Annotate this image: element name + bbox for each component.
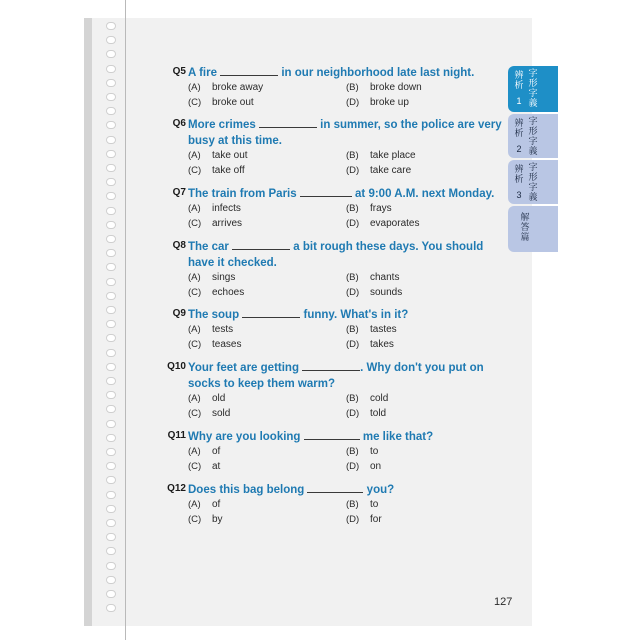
- question-number: Q12: [167, 483, 186, 494]
- option-b: (B) tastes: [346, 324, 397, 335]
- answer-blank: [302, 360, 360, 371]
- binder-hole: [106, 221, 116, 229]
- tab-label: 字形字義: [528, 162, 538, 202]
- option-b: (B) to: [346, 446, 379, 457]
- binder-hole: [106, 349, 116, 357]
- binder-hole: [106, 292, 116, 300]
- question-text: The soup funny. What's in it?: [188, 309, 409, 321]
- question-number: Q9: [172, 308, 186, 319]
- tab-section-3[interactable]: [508, 160, 558, 204]
- answer-blank: [300, 186, 352, 197]
- option-b: (B) to: [346, 499, 379, 510]
- binder-hole: [106, 533, 116, 541]
- option-b: (B) broke down: [346, 82, 422, 93]
- tab-label: 字形字義: [528, 68, 538, 108]
- option-d: (D) broke up: [346, 97, 409, 108]
- answer-blank: [242, 307, 300, 318]
- binder-hole: [106, 79, 116, 87]
- tab-number: 1: [516, 96, 522, 106]
- tab-number: 2: [516, 144, 522, 154]
- question-number: Q7: [172, 187, 186, 198]
- tab-label: 辨析: [514, 118, 524, 138]
- tab-number: 3: [516, 190, 522, 200]
- page-number: 127: [494, 596, 513, 608]
- tab-label: 字形字義: [528, 116, 538, 156]
- answer-blank: [220, 65, 278, 76]
- option-b: (B) chants: [346, 272, 400, 283]
- tab-section-1[interactable]: [508, 66, 558, 112]
- option-b: (B) cold: [346, 393, 389, 404]
- question-number: Q11: [167, 430, 186, 441]
- question-text: Your feet are getting . Why don't you put on socks to keep them warm?: [188, 362, 484, 390]
- option-c: (C) sold: [188, 408, 231, 419]
- option-c: (C) teases: [188, 339, 242, 350]
- option-a: (A) broke away: [188, 82, 264, 93]
- question-text: Does this bag belong you?: [188, 484, 395, 496]
- option-c: (C) broke out: [188, 97, 254, 108]
- binder-holes: [106, 22, 120, 622]
- question-text: More crimes in summer, so the police are very busy at this time.: [188, 119, 502, 147]
- option-a: (A) infects: [188, 203, 241, 214]
- binder-hole: [106, 150, 116, 158]
- question-number: Q10: [167, 361, 186, 372]
- binder-hole: [106, 476, 116, 484]
- binder-hole: [106, 107, 116, 115]
- answer-blank: [232, 239, 290, 250]
- binder-hole: [106, 207, 116, 215]
- binder-hole: [106, 192, 116, 200]
- binder-hole: [106, 377, 116, 385]
- tab-section-2[interactable]: [508, 114, 558, 158]
- binder-hole: [106, 320, 116, 328]
- binder-hole: [106, 434, 116, 442]
- option-c: (C) arrives: [188, 218, 243, 229]
- binder-hole: [106, 178, 116, 186]
- binder-hole: [106, 22, 116, 30]
- option-d: (D) for: [346, 514, 382, 525]
- binder-hole: [106, 547, 116, 555]
- binder-hole: [106, 420, 116, 428]
- binder-hole: [106, 263, 116, 271]
- question-number: Q6: [172, 118, 186, 129]
- binder-hole: [106, 405, 116, 413]
- binder-hole: [106, 249, 116, 257]
- margin-line: [125, 0, 126, 640]
- tab-answers[interactable]: [508, 206, 558, 252]
- binder-hole: [106, 235, 116, 243]
- option-d: (D) evaporates: [346, 218, 420, 229]
- binder-hole: [106, 391, 116, 399]
- binder-hole: [106, 448, 116, 456]
- option-d: (D) sounds: [346, 287, 403, 298]
- binder-hole: [106, 363, 116, 371]
- binder-hole: [106, 36, 116, 44]
- binder-hole: [106, 334, 116, 342]
- binder-hole: [106, 164, 116, 172]
- option-c: (C) at: [188, 461, 221, 472]
- option-a: (A) take out: [188, 150, 248, 161]
- option-a: (A) sings: [188, 272, 236, 283]
- binder-hole: [106, 462, 116, 470]
- option-b: (B) frays: [346, 203, 392, 214]
- binder-hole: [106, 576, 116, 584]
- binder-hole: [106, 65, 116, 73]
- tab-label: 辨析: [514, 164, 524, 184]
- option-d: (D) take care: [346, 165, 412, 176]
- binder-hole: [106, 50, 116, 58]
- answer-blank: [259, 117, 317, 128]
- binder-hole: [106, 93, 116, 101]
- option-c: (C) take off: [188, 165, 245, 176]
- question-text: The train from Paris at 9:00 A.M. next Monday.: [188, 188, 495, 200]
- option-b: (B) take place: [346, 150, 416, 161]
- tab-label: 解答篇: [520, 212, 530, 242]
- question-number: Q8: [172, 240, 186, 251]
- option-d: (D) takes: [346, 339, 394, 350]
- option-d: (D) on: [346, 461, 382, 472]
- question-text: Why are you looking me like that?: [188, 431, 434, 443]
- binder-hole: [106, 278, 116, 286]
- binder-hole: [106, 491, 116, 499]
- option-a: (A) tests: [188, 324, 234, 335]
- binder-hole: [106, 306, 116, 314]
- tab-label: 辨析: [514, 70, 524, 90]
- option-a: (A) old: [188, 393, 226, 404]
- question-text: The car a bit rough these days. You should have it checked.: [188, 241, 484, 269]
- option-a: (A) of: [188, 499, 221, 510]
- option-a: (A) of: [188, 446, 221, 457]
- answer-blank: [304, 429, 360, 440]
- question-text: A fire in our neighborhood late last night.: [188, 67, 475, 79]
- binder-hole: [106, 590, 116, 598]
- binder-hole: [106, 519, 116, 527]
- binder-hole: [106, 505, 116, 513]
- option-d: (D) told: [346, 408, 387, 419]
- option-c: (C) by: [188, 514, 223, 525]
- binder-hole: [106, 121, 116, 129]
- binder-hole: [106, 604, 116, 612]
- answer-blank: [307, 482, 363, 493]
- binder-hole: [106, 136, 116, 144]
- binder-hole: [106, 562, 116, 570]
- question-number: Q5: [172, 66, 186, 77]
- option-c: (C) echoes: [188, 287, 245, 298]
